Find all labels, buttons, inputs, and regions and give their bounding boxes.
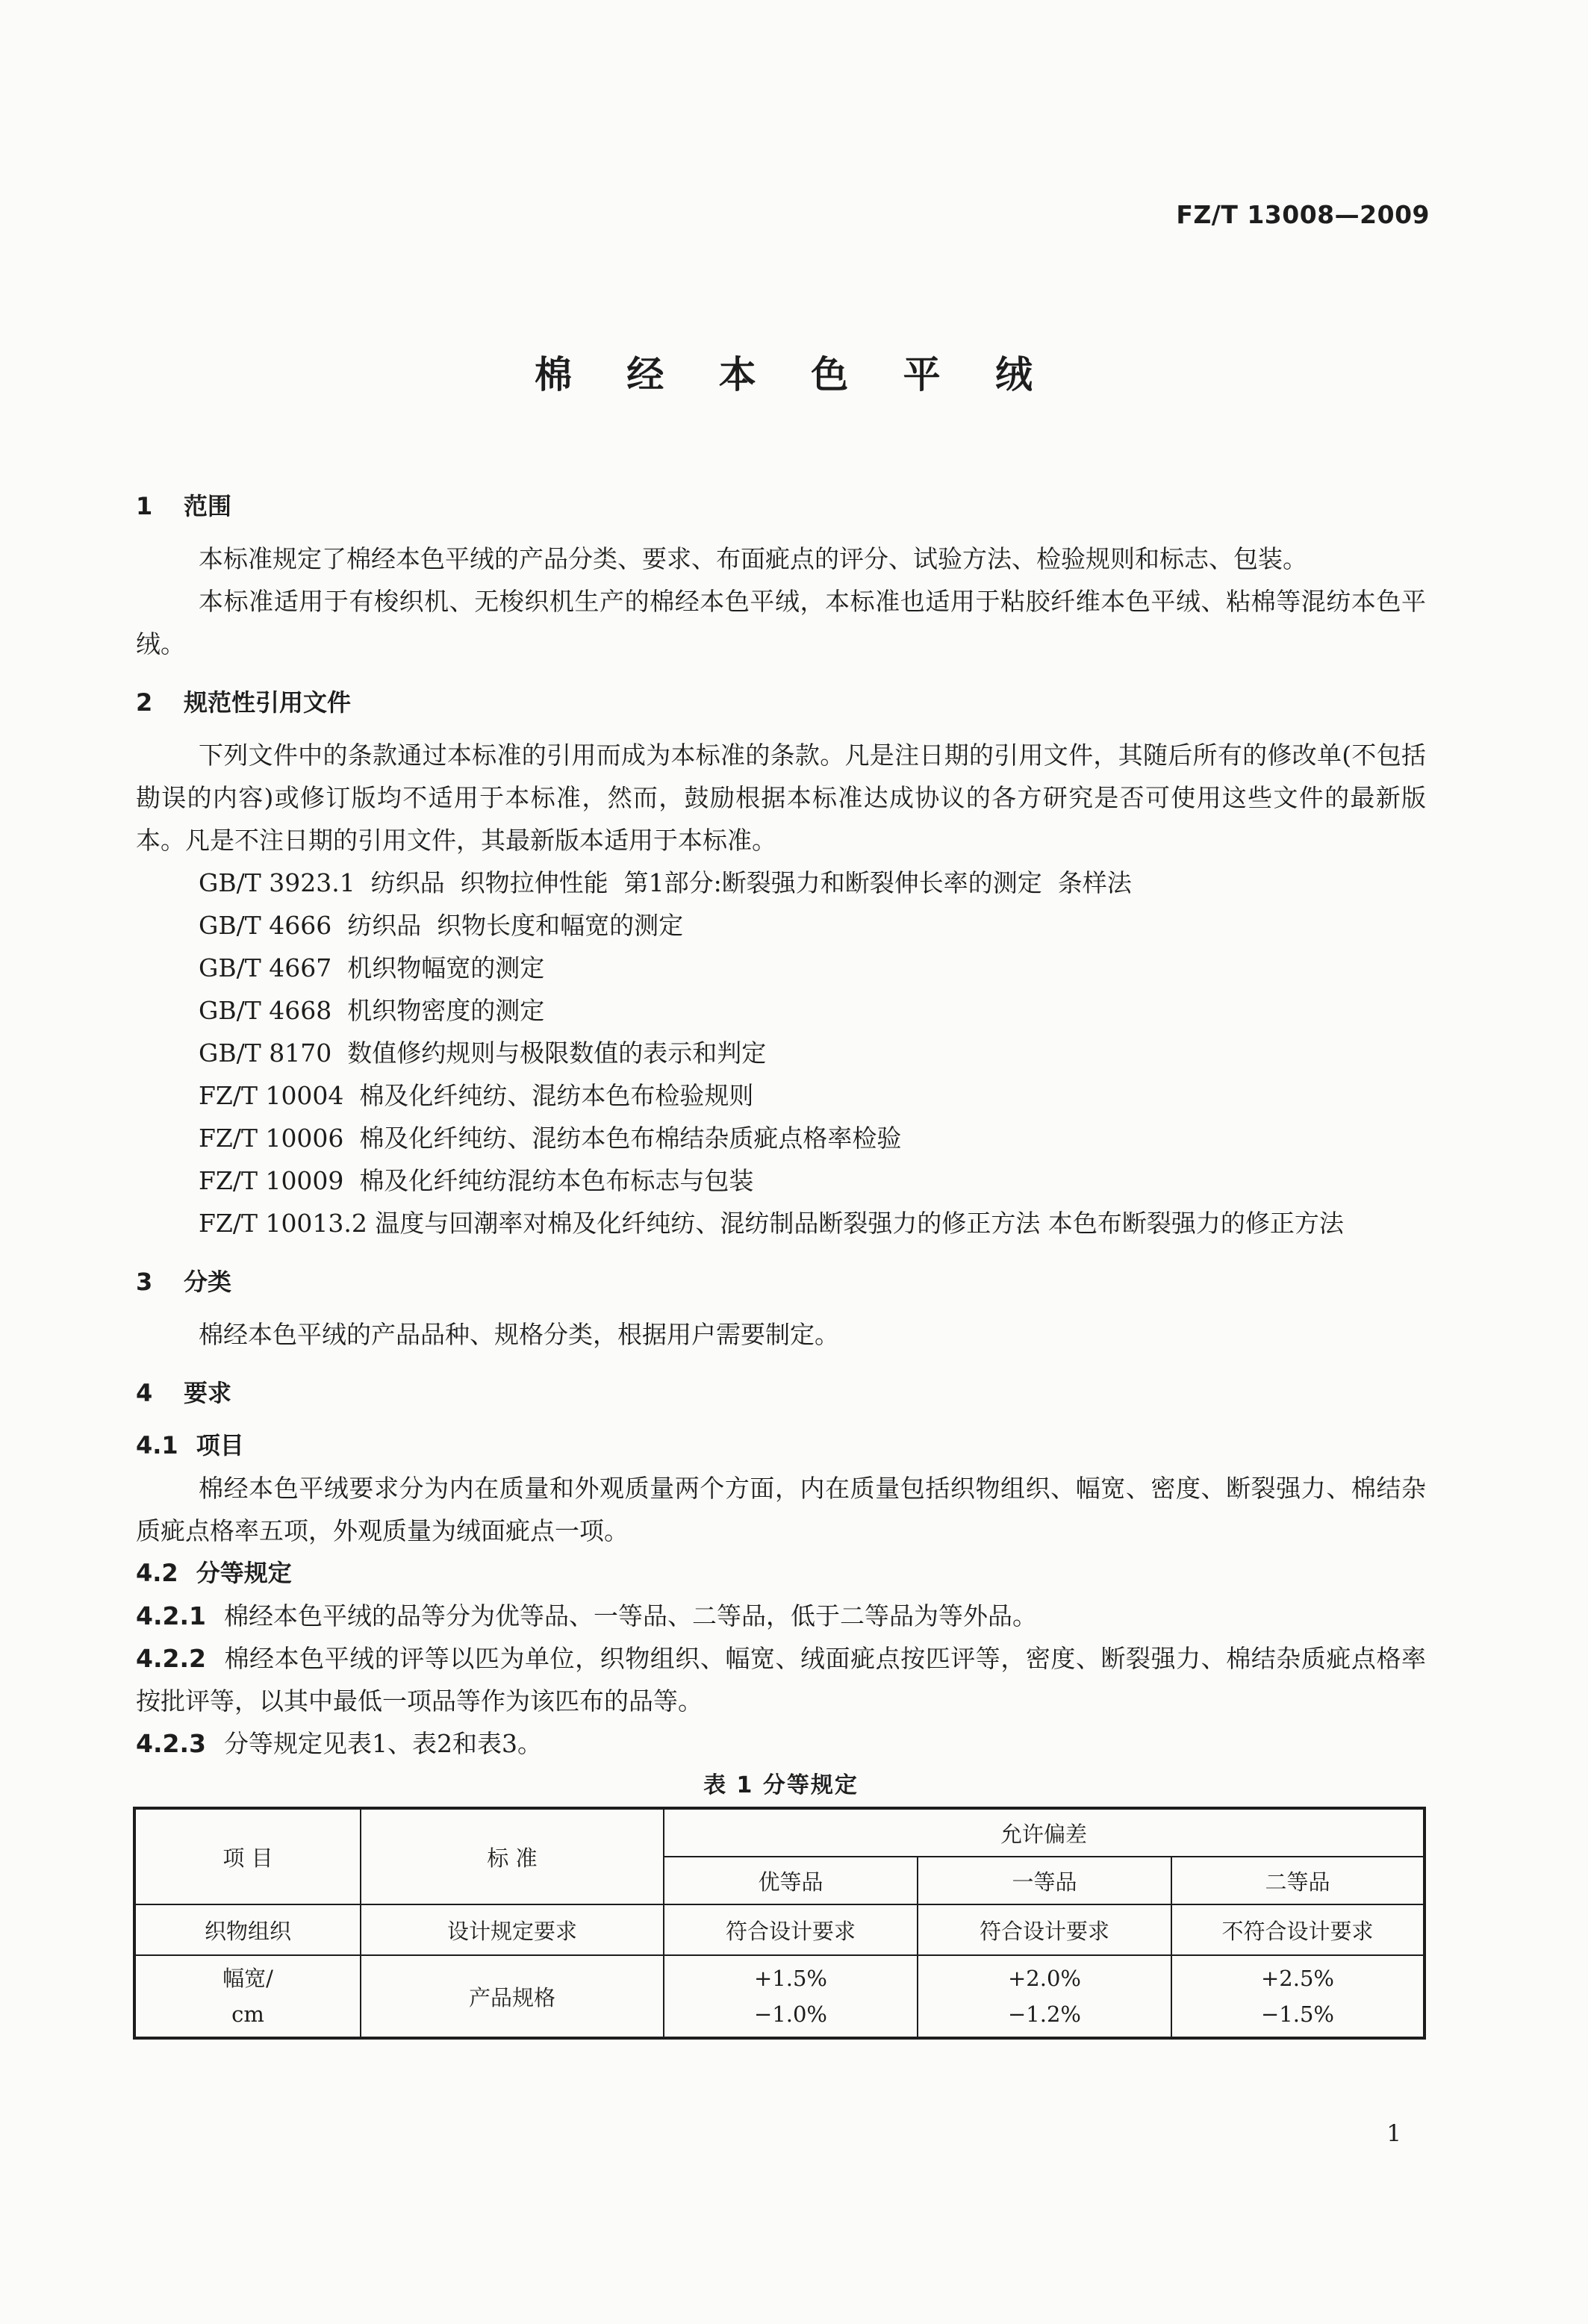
table-header-grade: 优等品 xyxy=(664,1857,918,1904)
section-2-heading xyxy=(136,682,1426,723)
reference-item: GB/T 3923.1 纺织品 织物拉伸性能 第1部分:断裂强力和断裂伸长率的测定 条样法 xyxy=(199,868,1132,897)
table-header-tolerance: 允许偏差 xyxy=(664,1808,1424,1857)
document-title: 棉 经 本 色 平 绒 xyxy=(534,353,1054,396)
reference-item: GB/T 4666 纺织品 织物长度和幅宽的测定 xyxy=(199,911,684,940)
clause-number: 4.2.1 xyxy=(136,1601,206,1630)
section-title: 范围 xyxy=(184,492,232,520)
reference-item: FZ/T 10009 棉及化纤纯纺混纺本色布标志与包装 xyxy=(199,1166,754,1195)
table-cell xyxy=(134,1955,361,2038)
section-title: 规范性引用文件 xyxy=(184,688,352,717)
clause-number: 4.2.3 xyxy=(136,1729,206,1758)
table-caption: 表 1 分等规定 xyxy=(703,1772,859,1798)
paragraph: 本标准规定了棉经本色平绒的产品分类、要求、布面疵点的评分、试验方法、检验规则和标志、包装。 xyxy=(199,544,1307,573)
cell-line: −1.5% xyxy=(1261,2001,1334,2027)
clause-number: 4.2 xyxy=(136,1559,178,1587)
section-number: 4 xyxy=(136,1379,153,1407)
paragraph: 棉经本色平绒要求分为内在质量和外观质量两个方面，内在质量包括织物组织、幅宽、密度、断裂强力、棉结杂质疵点格率五项，外观质量为绒面疵点一项。 xyxy=(136,1474,1426,1545)
table-cell: 织物组织 xyxy=(134,1904,361,1955)
clause-4-2-heading xyxy=(136,1552,1426,1595)
reference-item: GB/T 4667 机织物幅宽的测定 xyxy=(199,953,545,982)
table-header-standard: 标 准 xyxy=(361,1808,664,1904)
cell-line: +1.5% xyxy=(754,1966,827,1991)
section-title: 要求 xyxy=(184,1379,232,1407)
reference-item: FZ/T 10004 棉及化纤纯纺、混纺本色布检验规则 xyxy=(199,1081,754,1110)
section-1-heading xyxy=(136,485,1426,527)
table-cell: 符合设计要求 xyxy=(664,1904,918,1955)
section-number: 1 xyxy=(136,492,153,520)
table-header-grade: 二等品 xyxy=(1171,1857,1424,1904)
section-number: 3 xyxy=(136,1268,153,1296)
grading-table xyxy=(133,1807,1426,2040)
table-cell xyxy=(1171,1955,1424,2038)
table-header-item: 项 目 xyxy=(134,1808,361,1904)
cell-line: −1.2% xyxy=(1008,2001,1081,2027)
clause-text: 棉经本色平绒的评等以匹为单位，织物组织、幅宽、绒面疵点按匹评等，密度、断裂强力、棉结杂质疵点格率按批评等，以其中最低一项品等作为该匹布的品等。 xyxy=(136,1644,1426,1716)
paragraph: 棉经本色平绒的产品品种、规格分类，根据用户需要制定。 xyxy=(199,1320,839,1349)
clause-4-2-1 xyxy=(136,1595,1426,1637)
clause-4-2-3 xyxy=(136,1722,1426,1765)
clause-number: 4.2.2 xyxy=(136,1644,206,1673)
table-row xyxy=(134,1904,1424,1955)
clause-4-2-2 xyxy=(136,1637,1426,1722)
reference-item: GB/T 4668 机织物密度的测定 xyxy=(199,996,545,1025)
section-3-heading xyxy=(136,1261,1426,1303)
section-number: 2 xyxy=(136,688,153,717)
clause-number: 4.1 xyxy=(136,1431,178,1459)
cell-line: +2.0% xyxy=(1008,1966,1081,1991)
clause-text: 棉经本色平绒的品等分为优等品、一等品、二等品，低于二等品为等外品。 xyxy=(223,1601,1037,1630)
section-4-heading xyxy=(136,1372,1426,1414)
reference-item: GB/T 8170 数值修约规则与极限数值的表示和判定 xyxy=(199,1038,767,1068)
cell-line: −1.0% xyxy=(754,2001,827,2027)
table-cell: 符合设计要求 xyxy=(918,1904,1171,1955)
clause-4-1-heading xyxy=(136,1424,1426,1467)
clause-title: 项目 xyxy=(196,1431,244,1459)
reference-item: FZ/T 10013.2 温度与回潮率对棉及化纤纯纺、混纺制品断裂强力的修正方法 本色布断裂强力的修正方法 xyxy=(199,1209,1344,1238)
standard-code: FZ/T 13008—2009 xyxy=(1176,200,1430,229)
paragraph: 本标准适用于有梭织机、无梭织机生产的棉经本色平绒，本标准也适用于粘胶纤维本色平绒、粘棉等混纺本色平绒。 xyxy=(136,587,1426,658)
clause-text: 分等规定见表1、表2和表3。 xyxy=(223,1729,542,1758)
table-cell: 产品规格 xyxy=(361,1955,664,2038)
table-header-grade: 一等品 xyxy=(918,1857,1171,1904)
document-body xyxy=(136,485,1426,2040)
page-number: 1 xyxy=(1386,2120,1401,2147)
table-row xyxy=(134,1955,1424,2038)
paragraph: 下列文件中的条款通过本标准的引用而成为本标准的条款。凡是注日期的引用文件，其随后所有的修改单(不包括勘误的内容)或修订版均不适用于本标准，然而，鼓励根据本标准达成协议的各方研究是否可使用这些文件的最新版本。凡是不注日期的引用文件，其最新版本适用于本标准。 xyxy=(136,741,1426,855)
cell-line: cm xyxy=(231,2001,264,2027)
section-title: 分类 xyxy=(184,1268,232,1296)
table-cell: 设计规定要求 xyxy=(361,1904,664,1955)
clause-title: 分等规定 xyxy=(196,1559,292,1587)
table-cell: 不符合设计要求 xyxy=(1171,1904,1424,1955)
cell-line: 幅宽/ xyxy=(222,1966,273,1991)
reference-item: FZ/T 10006 棉及化纤纯纺、混纺本色布棉结杂质疵点格率检验 xyxy=(199,1124,902,1153)
table-cell xyxy=(918,1955,1171,2038)
cell-line: +2.5% xyxy=(1261,1966,1334,1991)
table-cell xyxy=(664,1955,918,2038)
